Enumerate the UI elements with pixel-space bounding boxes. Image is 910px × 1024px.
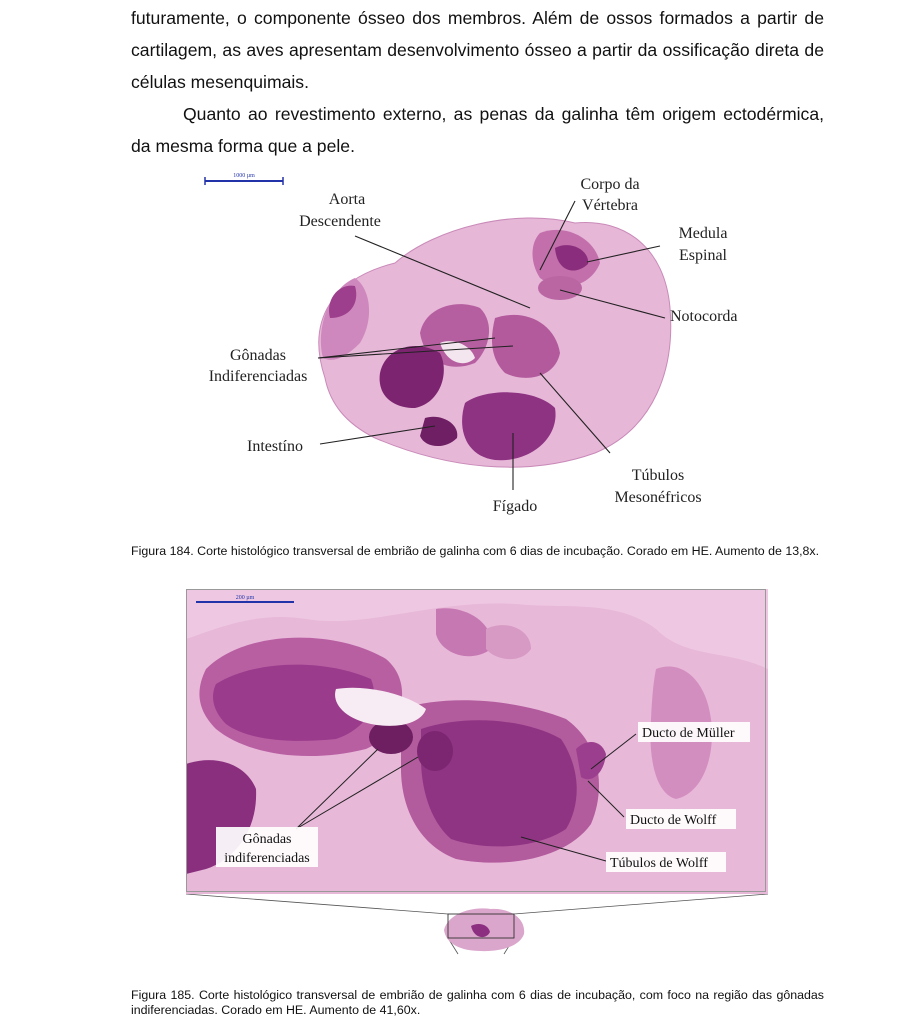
label-indiferenciadas-2: indiferenciadas xyxy=(224,851,310,866)
scale-bar xyxy=(205,173,283,185)
label-intestino: Intestíno xyxy=(247,438,303,455)
figure-184-caption: Figura 184. Corte histológico transversal de embrião de galinha com 6 dias de incubação. Corado em HE. Aumento de 13,8x. xyxy=(131,544,820,558)
label-ducto-muller: Ducto de Müller xyxy=(642,726,735,741)
label-gonadas-2: Gônadas xyxy=(242,832,292,847)
scale-bar-2-label: 200 µm xyxy=(235,595,255,601)
body-paragraph-2: Quanto ao revestimento externo, as penas da galinha têm origem ectodérmica, da mesma forma que a pele. xyxy=(131,104,824,156)
label-mesonefricos: Mesonéfricos xyxy=(614,489,702,506)
figure-185-caption: Figura 185. Corte histológico transversal de embrião de galinha com 6 dias de incubação, com foco na região das gônadas indiferenciadas. Corado em HE. Aumento de 41,60x. xyxy=(131,988,824,1017)
figure-185-micrograph xyxy=(186,589,768,894)
label-medula: Medula xyxy=(678,225,728,242)
label-indiferenciadas: Indiferenciadas xyxy=(208,368,308,385)
label-vertebra: Vértebra xyxy=(582,197,638,214)
label-aorta: Aorta xyxy=(328,191,366,208)
label-notocorda: Notocorda xyxy=(670,308,738,325)
body-paragraph-1: futuramente, o componente ósseo dos membros. Além de ossos formados a partir de cartilagem, as aves apresentam desenvolvimento ósseo a partir da ossificação direta de células mesenquimais. xyxy=(131,8,824,92)
label-corpo-da: Corpo da xyxy=(580,176,640,193)
label-tubulos: Túbulos xyxy=(631,467,685,484)
label-descendente: Descendente xyxy=(299,213,381,230)
zoom-inset xyxy=(186,894,768,958)
label-figado: Fígado xyxy=(492,498,538,515)
label-espinal: Espinal xyxy=(679,247,727,264)
label-tubulos-wolff: Túbulos de Wolff xyxy=(610,856,708,871)
label-ducto-wolff: Ducto de Wolff xyxy=(630,813,717,828)
label-gonadas: Gônadas xyxy=(230,347,286,364)
figure-184-micrograph xyxy=(195,168,775,523)
scale-bar-label: 1000 µm xyxy=(233,173,255,179)
